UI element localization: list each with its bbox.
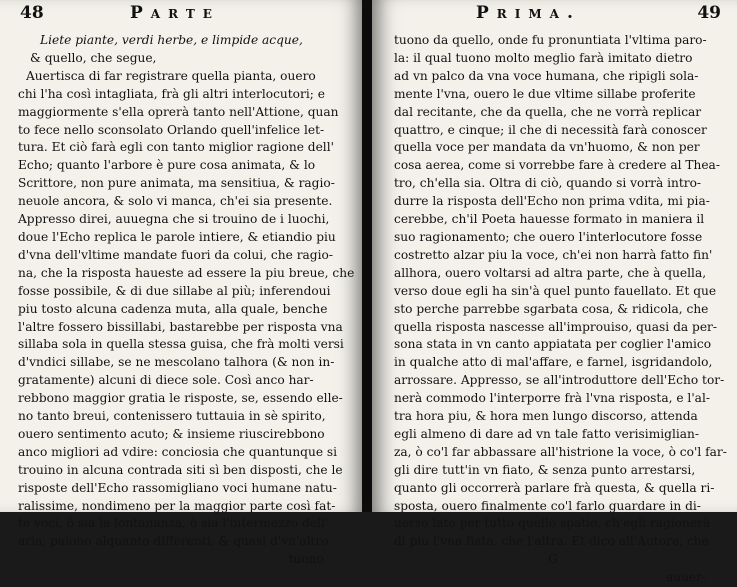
text-line: trouino in alcuna contrada siti sì ben disposti, che le: [18, 462, 343, 477]
text-line: sposta, ouero finalmente co'l farlo guardare in di-: [394, 498, 701, 513]
text-line: quella voce per mandata da vn'huomo, & non per: [394, 140, 700, 155]
text-line: Auertisca di far registrare quella pianta, ouero: [26, 68, 316, 83]
text-line: sona stata in vn canto appiatata per coglier l'amico: [394, 337, 712, 352]
text-line: za, ò co'l far abbassare all'histrione la voce, ò co'l far-: [394, 444, 727, 459]
text-line: costretto alzar piu la voce, ch'ei non harrà fatto fin': [394, 247, 713, 262]
text-line: aria, paiono alquanto differenti, & quasi d'vn'altro: [18, 534, 329, 549]
left-page: [0, 0, 364, 567]
text-line: neuole ancora, & solo vi manca, ch'ei sia presente.: [18, 194, 333, 209]
text-line: cosa aerea, come si vorrebbe fare à credere al Thea-: [394, 158, 720, 173]
text-line: piu tosto alcuna cadenza muta, alla quale, benche: [18, 301, 328, 316]
text-line: suo ragionamento; che ouero l'interlocutore fosse: [394, 229, 703, 244]
text-line: Appresso direi, auuegna che si trouino de i luochi,: [18, 212, 330, 227]
text-line: te voci, ò sia la lontananza, ò sia l'intermezzo dell': [18, 516, 329, 531]
left-page-header: [20, 3, 342, 29]
text-line: d'vna dell'vltime mandate fuori da colui, che ragio-: [18, 247, 333, 262]
text-line: na, che la risposta haueste ad essere la piu breue, che: [18, 265, 355, 280]
text-line: Liete piante, verdi herbe, e limpide acque,: [40, 33, 303, 47]
right-page-body: [394, 32, 727, 587]
text-line: l'altre fossero bissillabi, bastarebbe per risposta vna: [18, 319, 343, 334]
text-line: la: il qual tuono molto meglio farà imitato dietro: [394, 50, 693, 65]
left-page-body: [18, 32, 355, 569]
text-line: quella risposta nascesse all'improuiso, quasi da per-: [394, 319, 717, 334]
text-line: risposte dell'Echo rassomigliano voci humane natu-: [18, 480, 337, 495]
right-page: [372, 0, 737, 585]
text-line: anco migliori ad vdire: conciosia che quantunque si: [18, 444, 338, 459]
text-line: sto perche parrebbe sgarbata cosa, & ridicola, che: [394, 301, 709, 316]
text-line: in qualche atto di mal'affare, e farnel, isgridandolo,: [394, 355, 713, 370]
text-line: maggiormente s'ella oprerà tanto nell'Attione, quan: [18, 104, 339, 119]
text-line: di piu l'vna fiata, che l'altra. Et dico all'Autore, che: [394, 534, 709, 549]
text-line: d'vndici sillabe, se ne mescolano talhora (& non in-: [18, 355, 335, 370]
text-line: verso doue egli ha sin'à quel punto fauellato. Et que: [394, 283, 717, 298]
signature-mark: G: [548, 552, 558, 567]
text-line: tura. Et ciò farà egli con tanto miglior ragione dell': [18, 140, 334, 155]
text-line: chi l'ha così intagliata, frà gli altri interlocutori; e: [18, 86, 325, 101]
catchword: auuer-: [665, 570, 706, 585]
running-head-right: Prima.: [476, 3, 581, 23]
text-line: no tanto breui, contenissero tuttauia in sè spirito,: [18, 409, 326, 424]
text-line: sillaba sola in quella stessa guisa, che frà molti versi: [18, 337, 344, 352]
text-line: durre la risposta dell'Echo non prima vdita, mi pia-: [394, 194, 710, 209]
text-line: quattro, e cinque; il che di necessità farà conoscer: [394, 122, 707, 137]
text-line: tro, ch'ella sia. Oltra di ciò, quando si vorrà intro-: [394, 176, 702, 191]
text-line: to fece nello sconsolato Orlando quell'infelice let-: [18, 122, 325, 137]
catchword: tuono: [288, 552, 324, 567]
text-line: gratamente) alcuni di diece sole. Così anco har-: [18, 373, 314, 388]
text-line: tra hora piu, & hora men lungo discorso, attenda: [394, 409, 698, 424]
page-number-right: 49: [697, 3, 721, 23]
text-line: gli dire tutt'in vn fiato, & senza punto arrestarsi,: [394, 462, 696, 477]
text-line: ralissime, nondimeno per la maggior parte così fat-: [18, 498, 336, 513]
text-line: Echo; quanto l'arbore è pure cosa animata, & lo: [18, 158, 316, 173]
text-line: fosse possibile, & di due sillabe al più; inferendoui: [18, 283, 331, 298]
text-line: rebbono maggior gratia le risposte, se, essendo elle-: [18, 391, 343, 406]
text-line: ouero sentimento acuto; & insieme riuscirebbono: [18, 426, 325, 441]
text-line: mente l'vna, ouero le due vltime sillabe proferite: [394, 86, 696, 101]
text-line: allhora, ouero voltarsi ad altra parte, che à quella,: [394, 265, 707, 280]
text-line: ad vn palco da vna voce humana, che ripigli sola-: [394, 68, 699, 83]
text-line: dal recitante, che da quella, che ne vorrà replicar: [394, 104, 702, 119]
page-number-left: 48: [20, 3, 44, 23]
text-line: tuono da quello, onde fu pronuntiata l'vltima paro-: [394, 33, 707, 47]
text-line: doue l'Echo replica le parole intiere, & etiandio piu: [18, 229, 336, 244]
text-line: cerebbe, ch'il Poeta hauesse formato in maniera il: [394, 212, 705, 227]
text-line: egli almeno di dare ad vn tale fatto verisimiglian-: [394, 426, 699, 441]
text-line: & quello, che segue,: [30, 50, 157, 65]
text-line: nerà commodo l'interporre frà l'vna risposta, e l'al-: [394, 391, 710, 406]
text-line: Scrittore, non pure animata, ma sensitiua, & ragio-: [18, 176, 335, 191]
text-line: quanto gli occorrerà parlare frà questa, & quella ri-: [394, 480, 715, 495]
right-page-header: [476, 3, 721, 29]
text-line: uerso lato per tutto quello spatio, ch'egli ragionerà: [394, 516, 711, 531]
text-line: arrossare. Appresso, se all'introduttore dell'Echo tor-: [394, 373, 725, 388]
running-head-left: Parte: [130, 3, 220, 23]
